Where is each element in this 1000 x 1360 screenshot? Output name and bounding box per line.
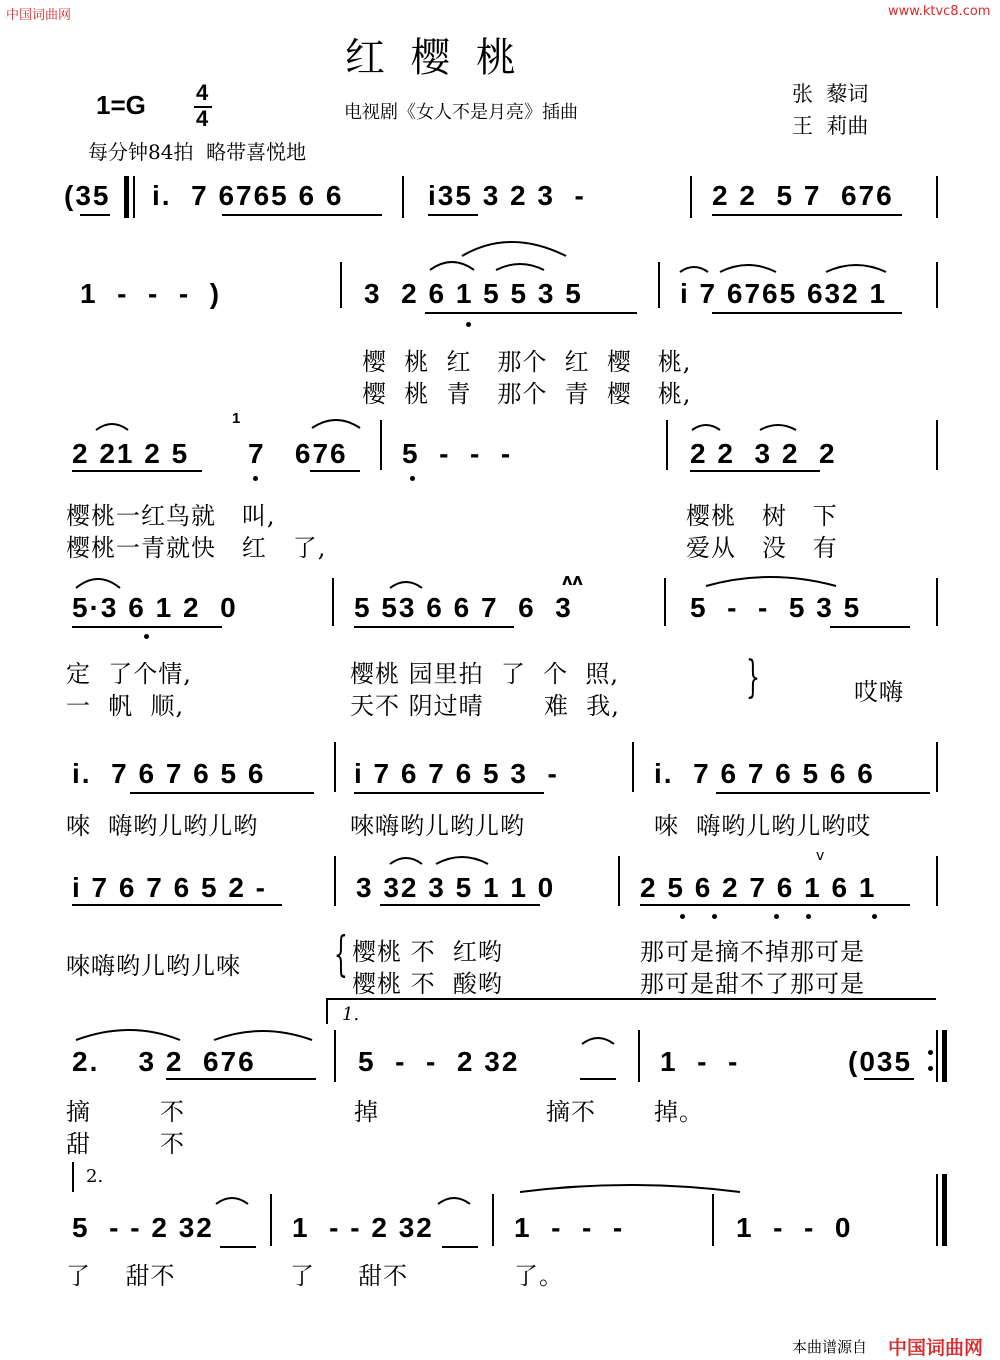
l3-lyric-verse1-b: 樱桃 树 下 <box>686 502 838 530</box>
tempo-marking: 每分钟84拍 略带喜悦地 <box>88 140 307 164</box>
l3-measure-1b: 7 676 <box>248 438 348 469</box>
volta-1-label: 1. <box>342 1004 360 1025</box>
watermark-left: 中国词曲网 <box>6 8 72 23</box>
l1-measure-3: 2 2 5 7 676 <box>712 180 894 211</box>
subtitle: 电视剧《女人不是月亮》插曲 <box>344 102 578 123</box>
l1-measure-1: i. 7 6765 6 6 <box>152 180 344 211</box>
footer-source-site[interactable]: 中国词曲网 <box>888 1337 984 1359</box>
l7-measure-4: (035 <box>848 1046 913 1077</box>
slur <box>430 262 474 270</box>
l3-measure-3: 2 2 3 2 2 <box>690 438 837 469</box>
l6-lyric-verse2-b: 那可是甜不了那可是 <box>640 970 865 998</box>
l8-lyric-a: 了 甜不 <box>66 1262 176 1290</box>
l7-lyric-verse1-d: 掉。 <box>654 1098 704 1126</box>
l7-lyric-verse1-c: 摘不 <box>546 1098 596 1126</box>
l8-lyric-b: 了 甜不 <box>290 1262 409 1290</box>
l4-measure-3: 5 - - 5 3 5 <box>690 592 862 623</box>
l5-lyric-a: 唻 嗨哟儿哟儿哟 <box>66 812 259 840</box>
slur <box>582 1038 614 1044</box>
slur <box>390 858 422 864</box>
mordent-icon: ʌʌ <box>562 570 583 589</box>
l3-lyric-verse2-b: 爱从 没 有 <box>686 534 838 562</box>
l4-lyric-verse1-b: 樱桃 园里拍 了 个 照, <box>350 660 620 688</box>
l2-measure-3: i 7 6765 632 1 <box>680 278 888 309</box>
l7-lyric-verse1-a: 摘 不 <box>66 1098 186 1126</box>
slur <box>760 425 796 430</box>
l5-measure-1: i. 7 6 7 6 5 6 <box>72 758 266 789</box>
l2-measure-2: 3 2 6 1 5 5 3 5 <box>364 278 583 309</box>
l8-lyric-c: 了。 <box>514 1262 564 1290</box>
slur <box>496 264 544 270</box>
lyricist-credit: 张 藜词 <box>792 82 869 106</box>
l4-lyric-verse2-b: 天不 阴过晴 难 我, <box>350 692 620 720</box>
l4-measure-2: 5 53 6 6 7 6 3 <box>354 592 573 623</box>
l8-measure-2: 1 - - 2 32 <box>292 1212 434 1243</box>
l3-measure-1a: 2 21 2 5 <box>72 438 190 469</box>
key-signature: 1=G <box>96 90 146 120</box>
l3-measure-2: 5 - - - <box>402 438 513 469</box>
l2-lyric-verse2: 樱 桃 青 那个 青 樱 桃, <box>362 380 692 408</box>
time-signature-bottom: 4 <box>196 106 209 131</box>
slur <box>706 577 836 586</box>
l8-measure-3: 1 - - - <box>514 1212 625 1243</box>
l7-lyric-verse2-a: 甜 不 <box>66 1130 186 1158</box>
slur <box>720 265 776 272</box>
slur <box>436 857 488 864</box>
l7-measure-3: 1 - - <box>660 1046 740 1077</box>
l4-lyric-shared: 哎嗨 <box>854 678 904 706</box>
slur <box>214 1031 312 1040</box>
slur <box>680 267 708 272</box>
l6-lyric-verse2-a: 樱桃 不 酸哟 <box>352 970 503 998</box>
composer-credit: 王 莉曲 <box>792 114 869 138</box>
l5-lyric-b: 唻嗨哟儿哟儿哟 <box>350 812 525 840</box>
grace-note: 1 <box>232 410 241 427</box>
slur <box>76 579 120 588</box>
footer-source-label: 本曲谱源自 <box>792 1338 868 1356</box>
l3-lyric-verse2-a: 樱桃一青就快 红 了, <box>66 534 327 562</box>
l6-measure-2: 3 32 3 5 1 1 0 <box>356 872 556 903</box>
slur <box>76 1030 180 1040</box>
volta-2-label: 2. <box>86 1166 104 1187</box>
l1-measure-2: i35 3 2 3 - <box>428 180 586 211</box>
slur <box>692 425 720 430</box>
slur <box>312 420 360 428</box>
tie <box>520 1185 740 1192</box>
slur <box>216 1198 248 1204</box>
l1-measure-0: (35 <box>64 180 111 211</box>
l7-measure-2: 5 - - 2 32 <box>358 1046 520 1077</box>
slur <box>826 265 886 272</box>
l5-measure-3: i. 7 6 7 6 5 6 6 <box>654 758 875 789</box>
l8-measure-1: 5 - - 2 32 <box>72 1212 214 1243</box>
watermark-right: www.ktvc8.com <box>888 4 991 19</box>
l4-measure-1: 5·3 6 1 2 0 <box>72 592 238 623</box>
slur <box>462 242 566 256</box>
l7-measure-1: 2. 3 2 676 <box>72 1046 256 1077</box>
l3-lyric-verse1-a: 樱桃一红鸟就 叫, <box>66 502 276 530</box>
l8-measure-4: 1 - - 0 <box>736 1212 853 1243</box>
l6-lyric-shared: 唻嗨哟儿哟儿唻 <box>66 952 241 980</box>
verse-brace: { <box>334 926 349 982</box>
l6-measure-1: i 7 6 7 6 5 2 - <box>72 872 267 903</box>
l4-lyric-verse1-a: 定 了个情, <box>66 660 192 688</box>
verse-bracket: } <box>746 652 761 703</box>
l7-lyric-verse1-b: 掉 <box>354 1098 379 1126</box>
l5-lyric-c: 唻 嗨哟儿哟儿哟哎 <box>654 812 872 840</box>
slur <box>438 1198 470 1204</box>
song-title: 红 樱 桃 <box>345 35 516 81</box>
l6-measure-3: 2 5 6 2 7 6 1 6 1 <box>640 872 877 903</box>
l4-lyric-verse2-a: 一 帆 顺, <box>66 692 185 720</box>
slur <box>96 424 128 430</box>
l5-measure-2: i 7 6 7 6 5 3 - <box>354 758 559 789</box>
accent-icon: v <box>816 848 825 864</box>
slur <box>390 582 422 588</box>
l6-lyric-verse1-b: 那可是摘不掉那可是 <box>640 938 865 966</box>
l6-lyric-verse1-a: 樱桃 不 红哟 <box>352 938 503 966</box>
time-signature-top: 4 <box>196 80 209 105</box>
l2-measure-1: 1 - - - ) <box>80 278 222 309</box>
l2-lyric-verse1: 樱 桃 红 那个 红 樱 桃, <box>362 348 692 376</box>
